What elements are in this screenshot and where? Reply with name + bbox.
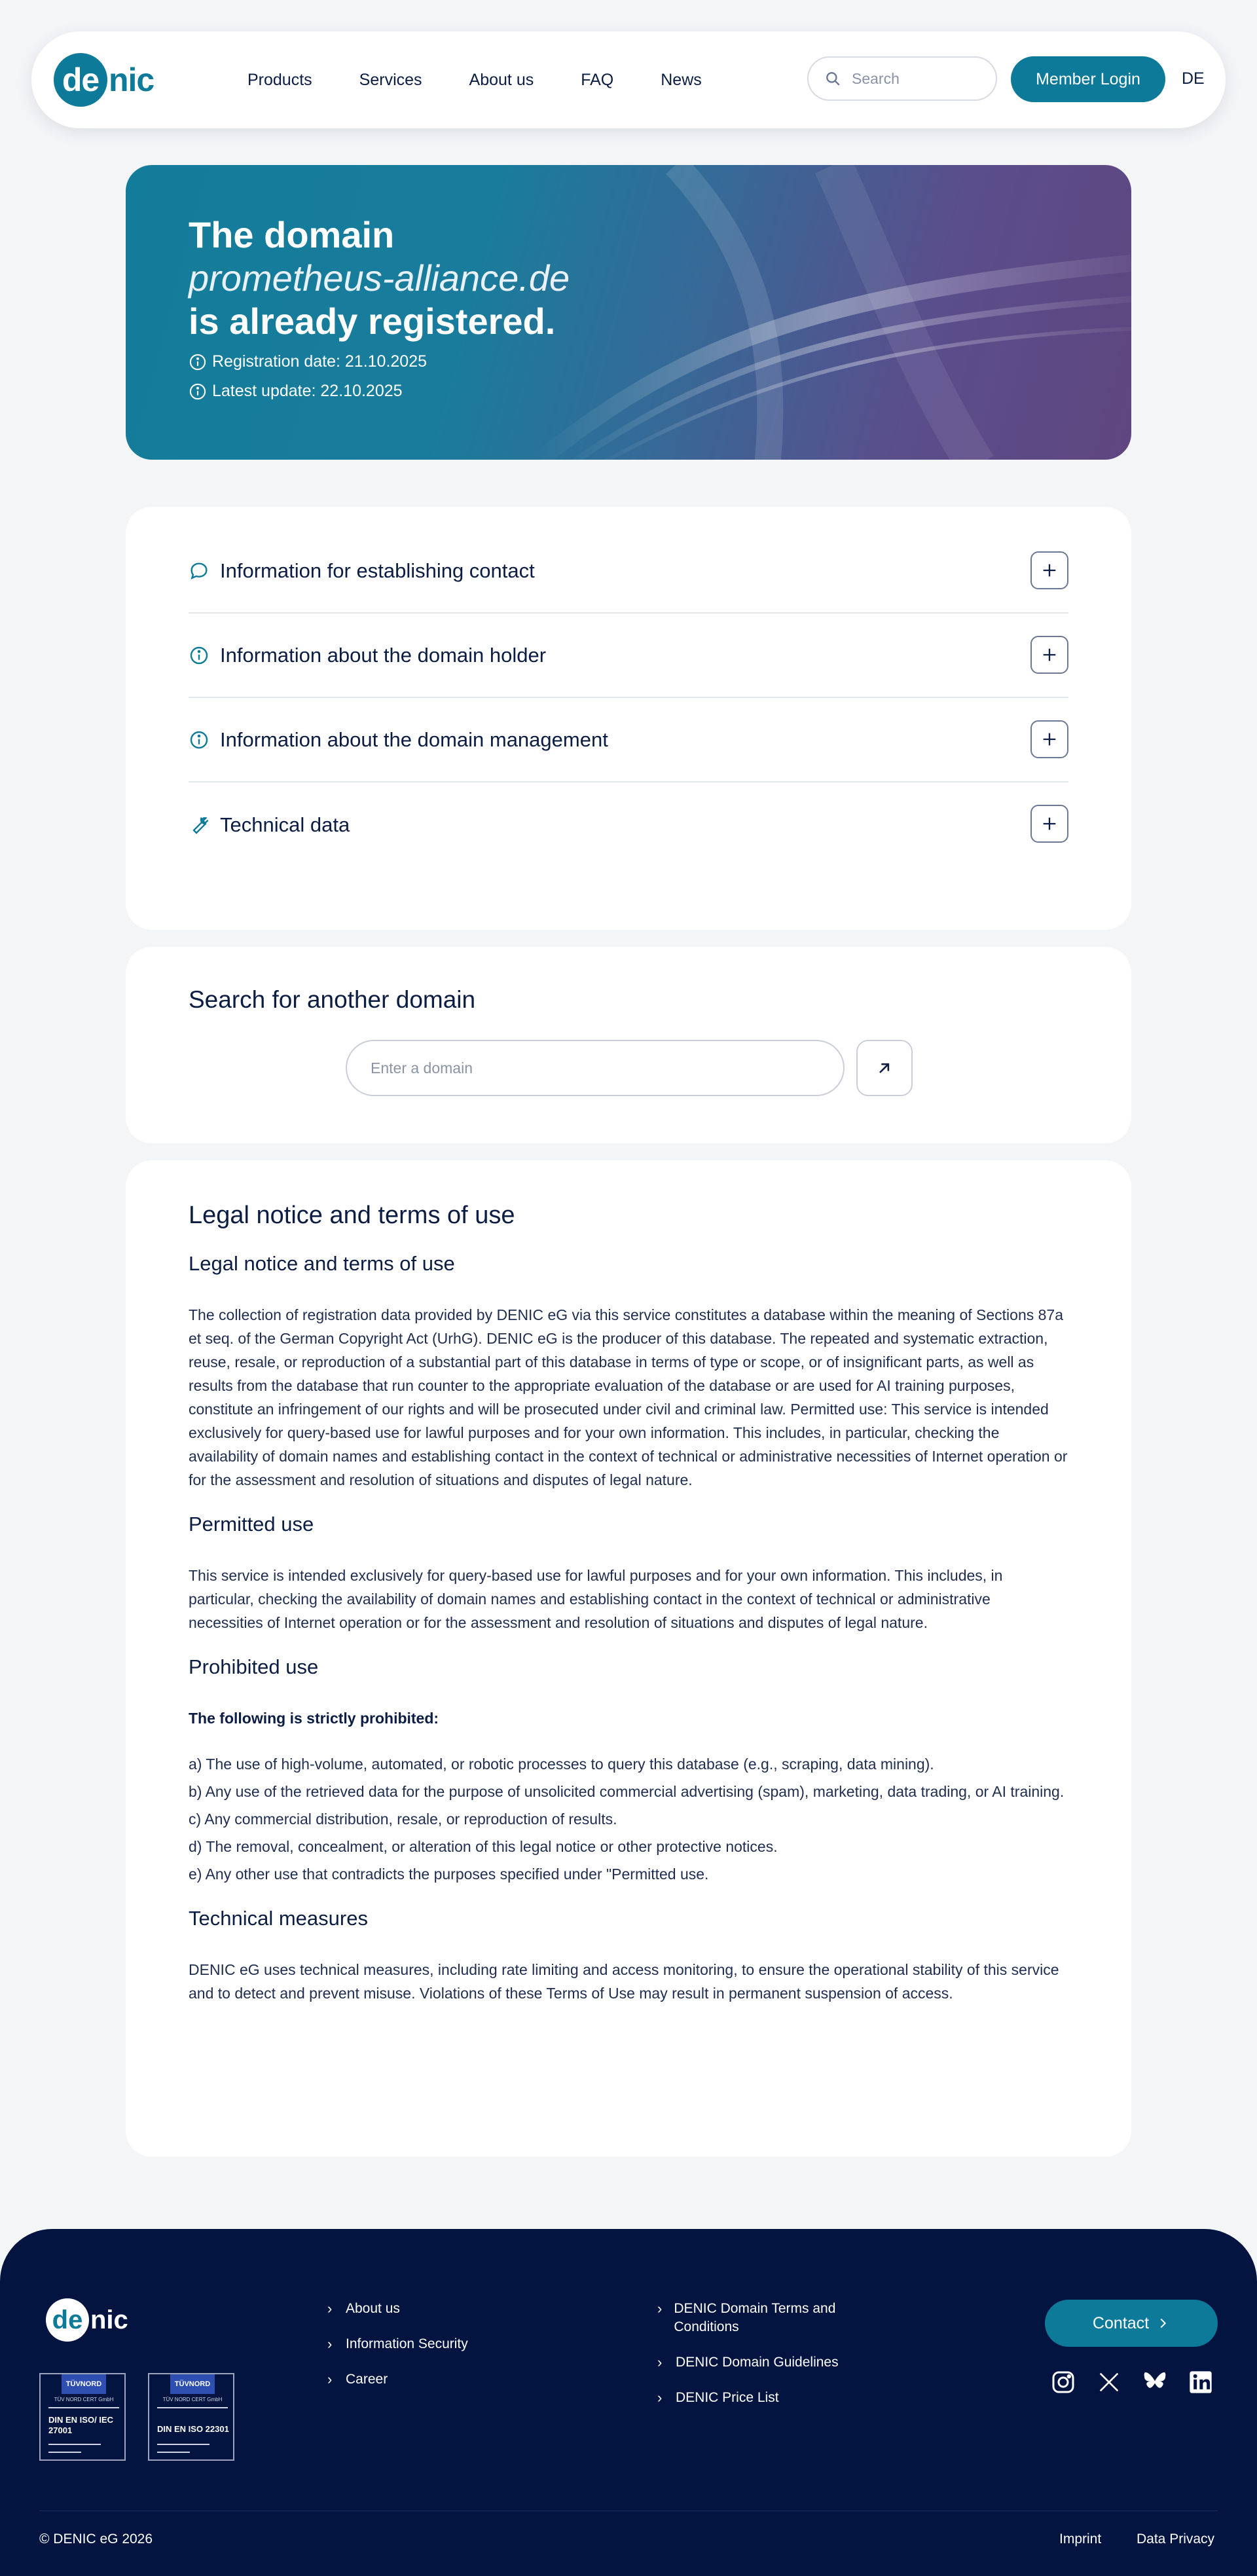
x-icon[interactable] bbox=[1096, 2369, 1122, 2395]
contact-label: Contact bbox=[1092, 2313, 1150, 2332]
logo-badge: de bbox=[54, 53, 107, 107]
contact-button[interactable] bbox=[1045, 2300, 1218, 2347]
cert-name: DIN EN ISO/ IEC 27001 bbox=[48, 2415, 113, 2435]
search-icon bbox=[824, 70, 841, 87]
permitted-use-text: This service is intended exclusively for query-based use for lawful purposes and for your own information. This includes, in particular, checking the availability of domain names and establishing contact in the context of technical or administrative necessities of Internet operation or for the assessment and resolution of situations and disputes of legal nature. bbox=[189, 1567, 1003, 1631]
expand-button[interactable] bbox=[1030, 636, 1068, 674]
legal-title: Legal notice and terms of use bbox=[189, 1202, 515, 1229]
accordion-label: Technical data bbox=[220, 813, 350, 836]
footer-link-domain-terms[interactable] bbox=[657, 2300, 867, 2336]
registration-date-text: Registration date: 21.10.2025 bbox=[212, 352, 428, 371]
plus-icon bbox=[1040, 561, 1059, 580]
domain-info-accordion bbox=[126, 507, 1131, 930]
cert-name: DIN EN ISO 22301 bbox=[157, 2424, 229, 2434]
chevron-right-icon: › bbox=[327, 2371, 333, 2387]
wrench-icon bbox=[189, 815, 210, 836]
legal-notice-card bbox=[126, 1160, 1131, 2157]
legal-section-text: The collection of registration data provided by DENIC eG via this service constitutes a database within the meaning of Sections 87a et seq. of the German Copyright Act (UrhG). DENIC eG is the producer of this database. The repeated and systematic extraction, reuse, resale, or reproduction of a substantial part of this database in terms of type or scope, or of insignificant parts, as well as results from the database that run counter to the appropriate evaluation of the database or are used for AI training purposes, constitute an infringement of our rights and will be prosecuted under civil and criminal law. Permitted use: This service is intended exclusively for query-based use for lawful purposes and for your own information. This includes, in particular, checking the availability of domain names and establishing contact in the context of technical or administrative necessities of Internet operation or for the assessment and resolution of situations and disputes of legal nature. bbox=[189, 1306, 1068, 1488]
bluesky-icon[interactable] bbox=[1142, 2369, 1168, 2395]
chevron-right-icon: › bbox=[657, 2300, 663, 2317]
data-privacy-link[interactable]: Data Privacy bbox=[1137, 2531, 1215, 2547]
iso-22301-certificate bbox=[148, 2373, 234, 2461]
list-item: d) The removal, concealment, or alteration of this legal notice or other protective notices. bbox=[189, 1838, 778, 1855]
hero-domain: prometheus-alliance.de bbox=[189, 257, 570, 299]
iso-27001-certificate bbox=[39, 2373, 126, 2461]
nav-services[interactable]: Services bbox=[359, 70, 422, 89]
expand-button[interactable] bbox=[1030, 805, 1068, 843]
list-item: c) Any commercial distribution, resale, or reproduction of results. bbox=[189, 1811, 617, 1828]
copyright: © DENIC eG 2026 bbox=[39, 2531, 153, 2547]
expand-button[interactable] bbox=[1030, 720, 1068, 758]
footer-link-about-us[interactable] bbox=[327, 2300, 400, 2318]
prohibited-use-list bbox=[189, 1752, 1068, 1886]
site-footer bbox=[0, 2229, 1257, 2576]
footer-link-label: About us bbox=[346, 2301, 400, 2316]
domain-search-submit-button[interactable] bbox=[856, 1040, 913, 1096]
chevron-right-icon bbox=[1156, 2316, 1170, 2330]
cert-issuer: TÜV NORD CERT GmbH bbox=[162, 2397, 223, 2402]
prohibited-use-heading: Prohibited use bbox=[189, 1655, 319, 1678]
imprint-link[interactable]: Imprint bbox=[1059, 2531, 1102, 2547]
expand-button[interactable] bbox=[1030, 551, 1068, 589]
technical-measures-heading: Technical measures bbox=[189, 1907, 368, 1930]
domain-input[interactable]: Enter a domain bbox=[346, 1040, 845, 1096]
info-icon bbox=[189, 353, 207, 371]
footer-link-price-list[interactable] bbox=[657, 2389, 779, 2407]
footer-link-domain-guidelines[interactable] bbox=[657, 2353, 839, 2372]
plus-icon bbox=[1040, 730, 1059, 748]
accordion-domain-management[interactable] bbox=[189, 698, 1068, 782]
latest-update bbox=[189, 382, 570, 401]
prohibited-use-lead: The following is strictly prohibited: bbox=[189, 1710, 439, 1727]
footer-link-information-security[interactable] bbox=[327, 2335, 468, 2353]
chevron-right-icon: › bbox=[657, 2389, 663, 2406]
latest-update-text: Latest update: 22.10.2025 bbox=[212, 382, 403, 400]
chevron-right-icon: › bbox=[327, 2336, 333, 2352]
hero-status: is already registered. bbox=[189, 301, 556, 342]
footer-link-career[interactable] bbox=[327, 2370, 388, 2389]
technical-measures-text: DENIC eG uses technical measures, including rate limiting and access monitoring, to ensure the operational stability of this service and to detect and prevent misuse. Violations of these Terms of Use may result in permanent suspension of access. bbox=[189, 1961, 1059, 2002]
footer-link-label: DENIC Domain Terms and Conditions bbox=[674, 2301, 836, 2334]
hero-banner bbox=[126, 165, 1131, 460]
cert-issuer: TÜV NORD CERT GmbH bbox=[54, 2397, 114, 2402]
info-icon bbox=[189, 729, 210, 750]
nav-news[interactable]: News bbox=[661, 70, 702, 89]
chevron-right-icon: › bbox=[657, 2354, 663, 2370]
accordion-technical-data[interactable] bbox=[189, 782, 1068, 867]
info-icon bbox=[189, 645, 210, 666]
footer-logo-badge: de bbox=[46, 2298, 89, 2342]
footer-link-label: Career bbox=[346, 2372, 388, 2387]
footer-link-label: DENIC Price List bbox=[676, 2390, 779, 2405]
accordion-domain-holder[interactable] bbox=[189, 614, 1068, 698]
list-item: b) Any use of the retrieved data for the purpose of unsolicited commercial advertising (spam), marketing, data trading, or AI training. bbox=[189, 1783, 1065, 1800]
list-item: a) The use of high-volume, automated, or robotic processes to query this database (e.g., scraping, data mining). bbox=[189, 1756, 934, 1773]
hero-title: The domain bbox=[189, 214, 395, 255]
accordion-label: Information about the domain holder bbox=[220, 643, 547, 667]
linkedin-icon[interactable] bbox=[1188, 2369, 1214, 2395]
nav-products[interactable]: Products bbox=[247, 70, 312, 89]
search-placeholder: Search bbox=[852, 69, 900, 87]
footer-logo[interactable] bbox=[46, 2298, 128, 2342]
chevron-right-icon: › bbox=[327, 2300, 333, 2317]
chat-bubble-icon bbox=[189, 561, 210, 581]
logo-text: nic bbox=[109, 62, 155, 98]
arrow-up-right-icon bbox=[875, 1059, 894, 1077]
denic-logo[interactable] bbox=[54, 53, 154, 107]
plus-icon bbox=[1040, 815, 1059, 833]
list-item: e) Any other use that contradicts the purposes specified under "Permitted use. bbox=[189, 1866, 709, 1883]
site-header bbox=[31, 31, 1226, 128]
nav-faq[interactable]: FAQ bbox=[581, 70, 614, 89]
plus-icon bbox=[1040, 646, 1059, 664]
footer-logo-text: nic bbox=[90, 2305, 128, 2334]
nav-about-us[interactable]: About us bbox=[469, 70, 534, 89]
main-nav bbox=[247, 31, 749, 128]
member-login-button[interactable]: Member Login bbox=[1011, 56, 1165, 102]
info-icon bbox=[189, 382, 207, 401]
header-search-input[interactable] bbox=[807, 56, 997, 101]
accordion-contact[interactable] bbox=[189, 529, 1068, 614]
legal-section-heading: Legal notice and terms of use bbox=[189, 1252, 455, 1275]
footer-link-label: DENIC Domain Guidelines bbox=[676, 2355, 839, 2370]
permitted-use-heading: Permitted use bbox=[189, 1513, 314, 1536]
cert-brand: TÜVNORD bbox=[62, 2374, 106, 2394]
accordion-label: Information about the domain management bbox=[220, 727, 608, 751]
domain-search-card bbox=[126, 947, 1131, 1143]
domain-search-title: Search for another domain bbox=[189, 986, 476, 1013]
legal-content bbox=[189, 1200, 1068, 2005]
instagram-icon[interactable] bbox=[1050, 2369, 1076, 2395]
hero-text bbox=[189, 213, 570, 401]
language-switch[interactable]: DE bbox=[1182, 69, 1205, 88]
cert-brand: TÜVNORD bbox=[170, 2374, 215, 2394]
accordion-label: Information for establishing contact bbox=[220, 559, 535, 582]
registration-date bbox=[189, 352, 570, 371]
footer-link-label: Information Security bbox=[346, 2336, 468, 2351]
